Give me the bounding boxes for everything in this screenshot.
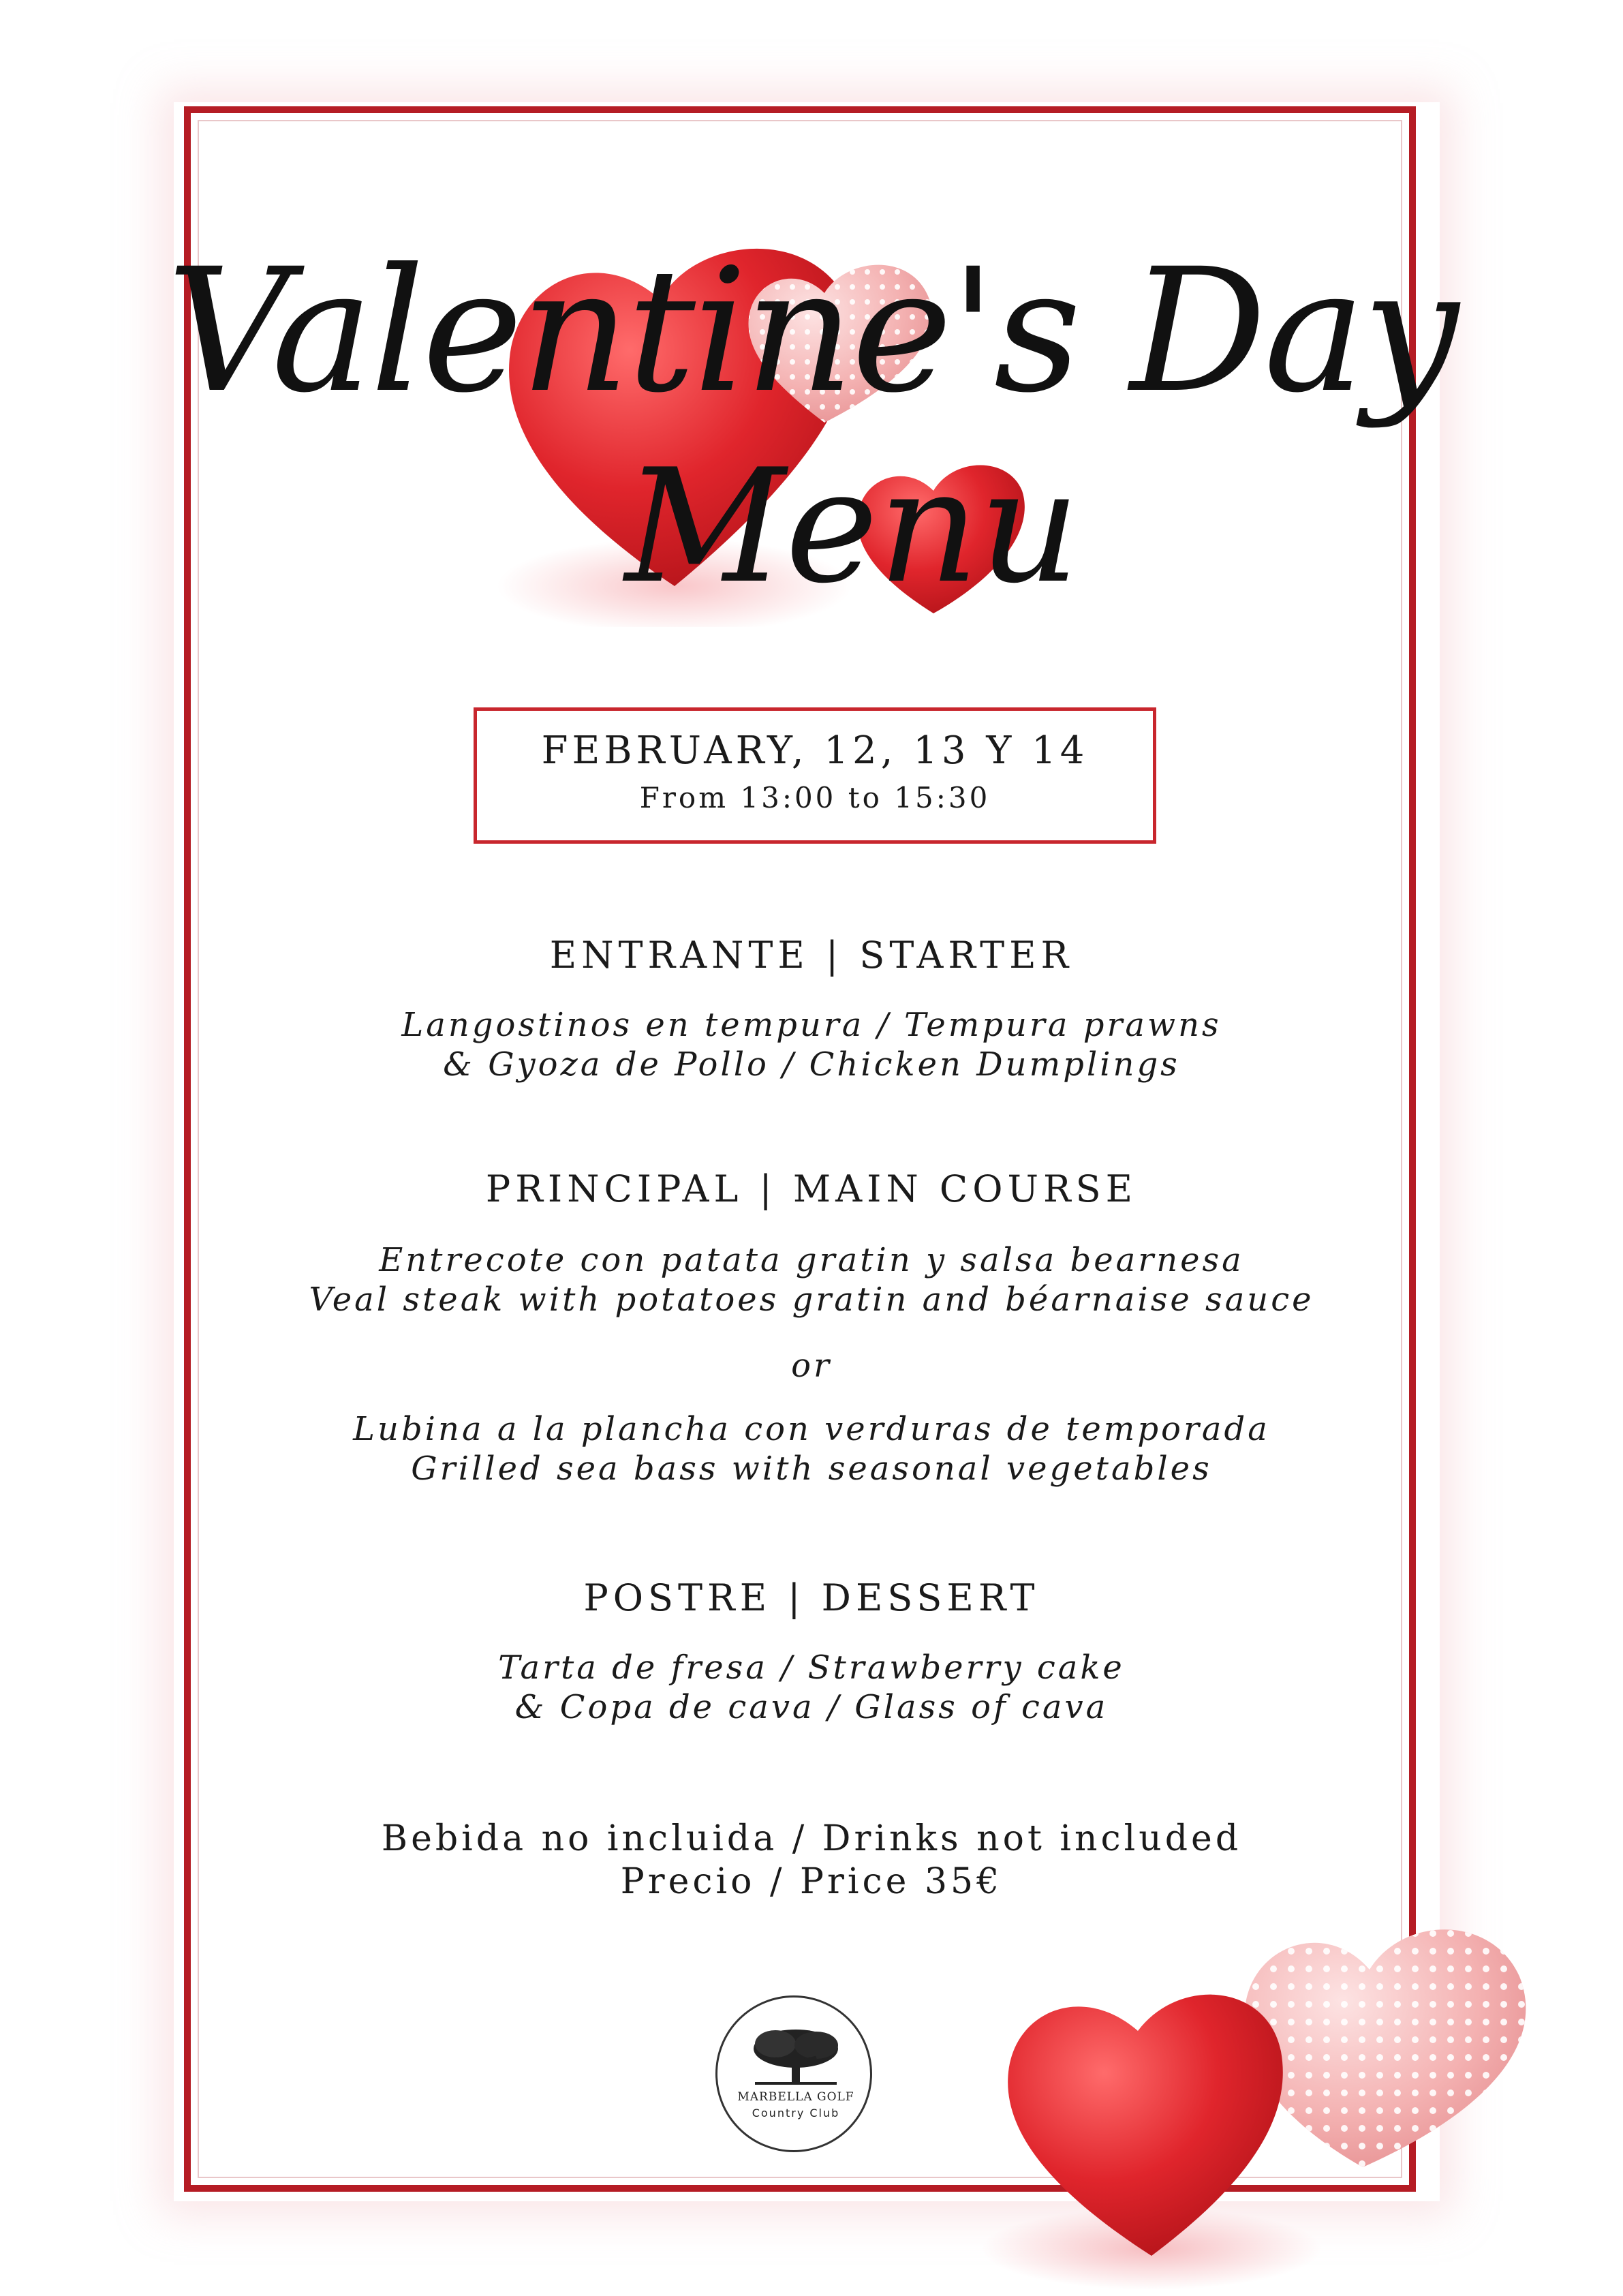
starter-line-1: Langostinos en tempura / Tempura prawns bbox=[401, 1006, 1222, 1044]
drinks-note: Bebida no incluida / Drinks not included bbox=[381, 1818, 1242, 1859]
starter-line-2: & Gyoza de Pollo / Chicken Dumplings bbox=[443, 1045, 1180, 1084]
dessert-line-1: Tarta de fresa / Strawberry cake bbox=[498, 1649, 1125, 1687]
main-course-heading: PRINCIPAL | MAIN COURSE bbox=[485, 1167, 1138, 1210]
dessert-heading: POSTRE | DESSERT bbox=[583, 1576, 1040, 1619]
dessert-line-2: & Copa de cava / Glass of cava bbox=[514, 1688, 1109, 1726]
date-main: FEBRUARY, 12, 13 Y 14 bbox=[541, 729, 1089, 773]
main-option2-line-1: Lubina a la plancha con verduras de temporada bbox=[353, 1410, 1270, 1448]
main-option1-line-1: Entrecote con patata gratin y salsa bearnesa bbox=[379, 1241, 1244, 1279]
marbella-golf-logo bbox=[715, 1995, 872, 2152]
price: Precio / Price 35€ bbox=[620, 1861, 1003, 1902]
tree-icon bbox=[748, 2025, 844, 2090]
heart-decoration-bottom bbox=[981, 1854, 1594, 2290]
main-option1-line-2: Veal steak with potatoes gratin and béarnaise sauce bbox=[309, 1281, 1314, 1319]
menu-title-line1: Valentine's Day bbox=[166, 232, 1457, 430]
logo-name: MARBELLA GOLF bbox=[737, 2090, 854, 2104]
date-time: From 13:00 to 15:30 bbox=[639, 781, 991, 814]
menu-title-line2: Menu bbox=[625, 436, 1080, 618]
date-box bbox=[474, 707, 1156, 844]
logo-subtitle: Country Club bbox=[752, 2107, 840, 2119]
main-or: or bbox=[791, 1347, 832, 1385]
main-option2-line-2: Grilled sea bass with seasonal vegetables bbox=[411, 1450, 1212, 1488]
starter-heading: ENTRANTE | STARTER bbox=[549, 934, 1074, 977]
